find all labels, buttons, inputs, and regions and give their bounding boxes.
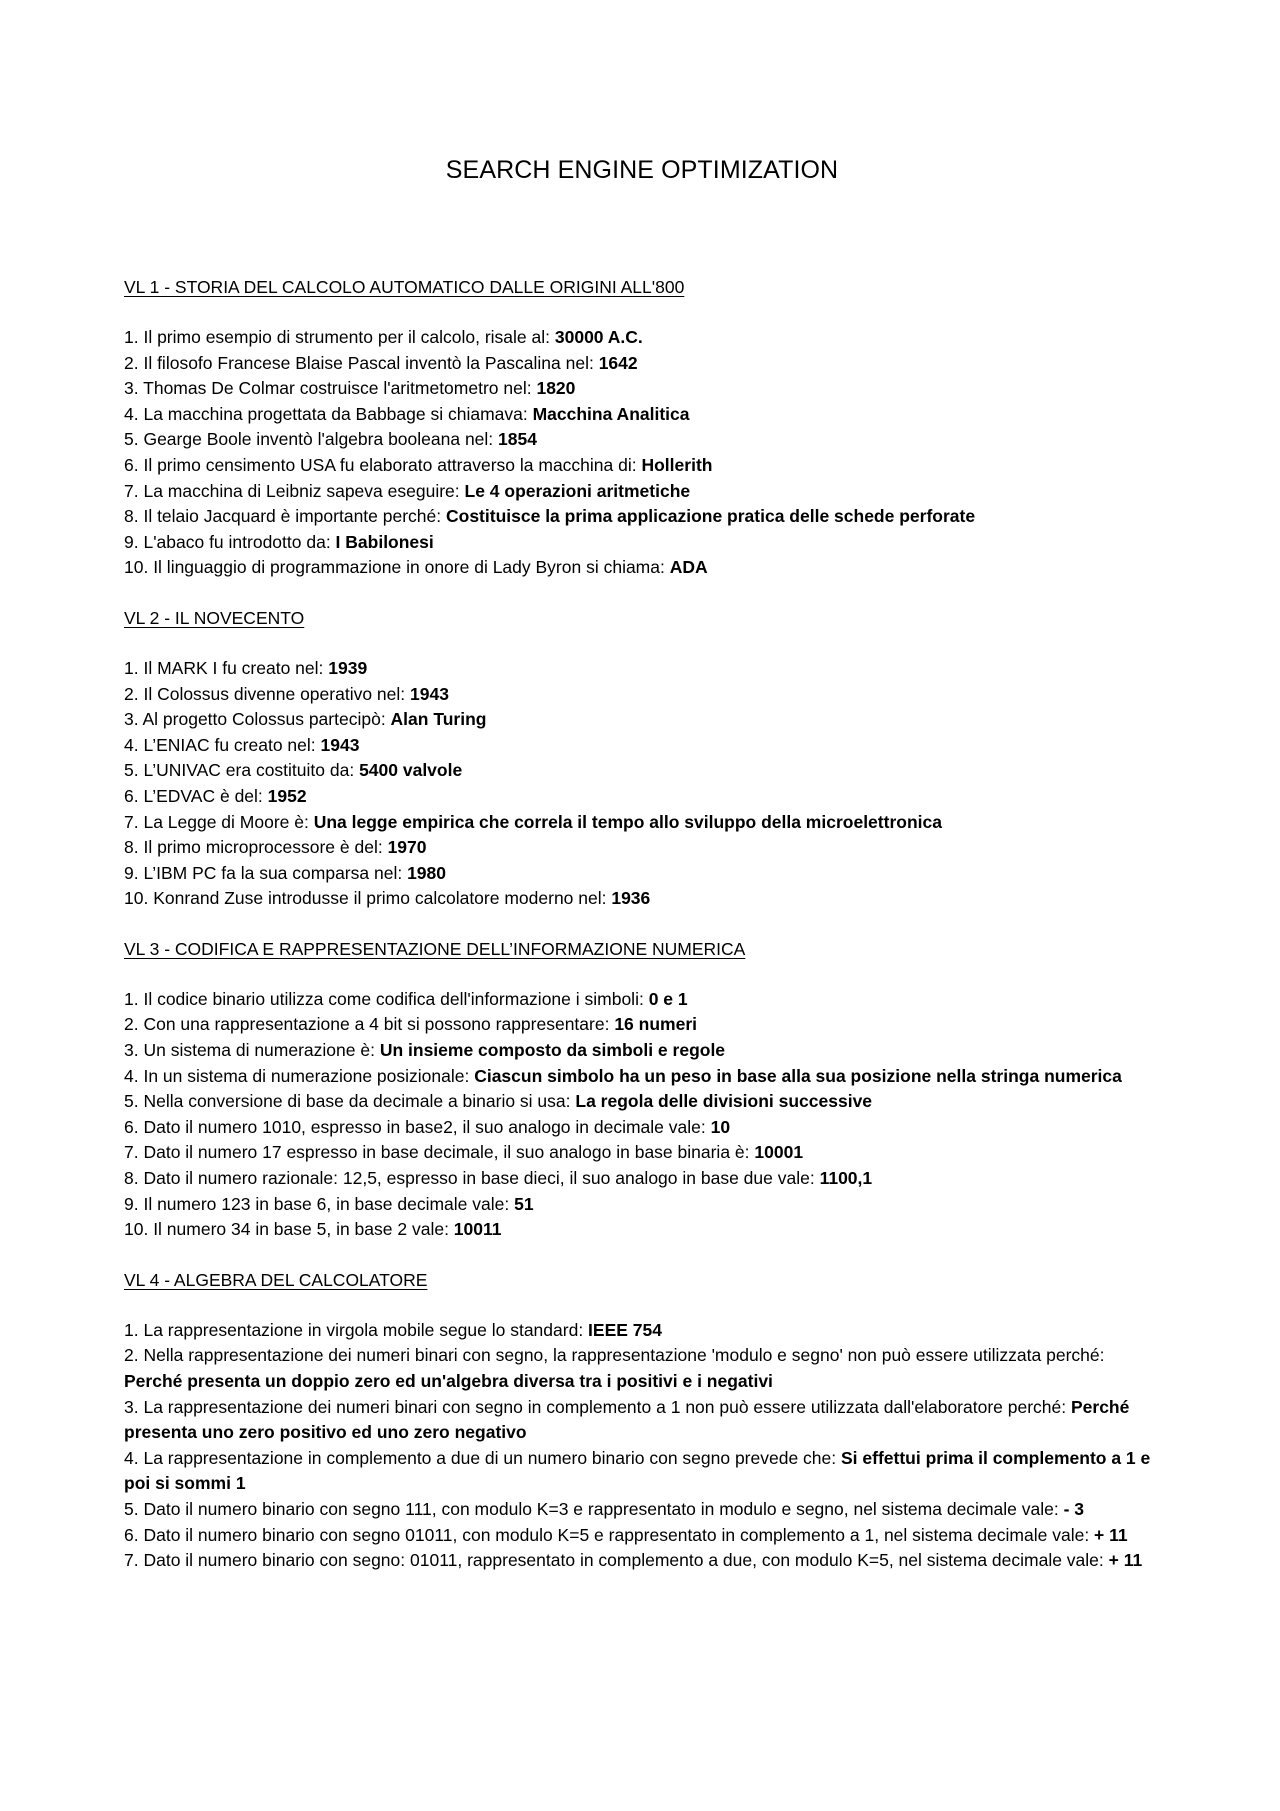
answer-text: 1943 — [410, 683, 449, 704]
answer-text: 1820 — [536, 378, 576, 399]
section-heading: VL 4 - ALGEBRA DEL CALCOLATORE — [124, 1269, 428, 1290]
question-text: 8. Il telaio Jacquard è importante perché: — [124, 506, 446, 527]
question-text: 6. L’EDVAC è del: — [124, 785, 268, 806]
answer-text: La regola delle divisioni successive — [575, 1091, 873, 1112]
answer-text: Una legge empirica che correla il tempo allo sviluppo della microelettronica — [313, 811, 942, 832]
answer-text: 10011 — [453, 1219, 502, 1240]
question-text: 4. La macchina progettata da Babbage si chiamava: — [124, 403, 533, 424]
question-item — [124, 682, 1160, 708]
question-item — [124, 656, 1160, 682]
question-item — [124, 707, 1160, 733]
question-text: 4. In un sistema di numerazione posizionale: — [124, 1065, 475, 1086]
answer-text: Perché presenta uno zero positivo ed uno zero negativo — [124, 1396, 1130, 1443]
answer-text: 1936 — [611, 888, 651, 909]
question-item — [124, 504, 1160, 530]
question-item — [124, 1192, 1160, 1218]
question-item — [124, 351, 1160, 377]
answer-text: Costituisce la prima applicazione pratica delle schede perforate — [446, 506, 976, 527]
question-text: 3. Un sistema di numerazione è: — [124, 1040, 380, 1061]
question-text: 5. L’UNIVAC era costituito da: — [124, 760, 360, 781]
question-text: 2. Il Colossus divenne operativo nel: — [124, 683, 410, 704]
section-heading: VL 1 - STORIA DEL CALCOLO AUTOMATICO DALLE ORIGINI ALL'800 — [124, 277, 685, 297]
question-text: 6. Il primo censimento USA fu elaborato attraverso la macchina di: — [124, 454, 642, 475]
question-text: 1. Il MARK I fu creato nel: — [124, 657, 329, 678]
answer-text: 1854 — [498, 429, 537, 450]
answer-text: + 11 — [1108, 1550, 1143, 1571]
question-text: 2. Il filosofo Francese Blaise Pascal inventò la Pascalina nel: — [124, 352, 599, 373]
question-item — [124, 453, 1160, 479]
question-item — [124, 1089, 1160, 1115]
question-list — [124, 325, 1160, 581]
answer-text: - 3 — [1063, 1498, 1085, 1519]
answer-text: 1970 — [387, 837, 427, 858]
question-text: 2. Con una rappresentazione a 4 bit si possono rappresentare: — [124, 1014, 615, 1035]
section-3 — [124, 936, 1160, 1243]
answer-text: 10 — [710, 1116, 731, 1137]
question-text: 7. Dato il numero 17 espresso in base decimale, il suo analogo in base binaria è: — [124, 1142, 755, 1163]
question-text: 5. Nella conversione di base da decimale a binario si usa: — [124, 1091, 576, 1112]
question-text: 1. Il codice binario utilizza come codifica dell'informazione i simboli: — [124, 988, 649, 1009]
answer-text: I Babilonesi — [335, 531, 434, 552]
answer-text: Si effettui prima il complemento a 1 e poi si sommi 1 — [124, 1447, 1151, 1494]
question-item — [124, 1217, 1160, 1243]
section-1 — [124, 274, 1160, 581]
answer-text: Hollerith — [641, 454, 713, 475]
question-item — [124, 1038, 1160, 1064]
answer-text: IEEE 754 — [588, 1319, 662, 1340]
answer-text: 10001 — [754, 1142, 804, 1163]
question-item — [124, 1343, 1160, 1394]
answer-text: 16 numeri — [614, 1014, 698, 1035]
question-list — [124, 1318, 1160, 1574]
question-item — [124, 402, 1160, 428]
section-4 — [124, 1267, 1160, 1574]
question-item — [124, 733, 1160, 759]
question-text: 9. Il numero 123 in base 6, in base decimale vale: — [124, 1193, 515, 1214]
question-item — [124, 1497, 1160, 1523]
document-title: SEARCH ENGINE OPTIMIZATION — [445, 156, 839, 184]
answer-text: Ciascun simbolo ha un peso in base alla sua posizione nella stringa numerica — [474, 1065, 1122, 1086]
answer-text: 1642 — [598, 352, 638, 373]
question-item — [124, 1548, 1160, 1574]
question-item — [124, 861, 1160, 887]
answer-text: Un insieme composto da simboli e regole — [379, 1040, 726, 1061]
question-text: 3. La rappresentazione dei numeri binari con segno in complemento a 1 non può essere utilizzata dall'elaboratore perché: — [124, 1396, 1071, 1417]
answer-text: 1952 — [267, 785, 307, 806]
question-item — [124, 1395, 1160, 1446]
question-text: 10. Il numero 34 in base 5, in base 2 vale: — [124, 1219, 454, 1240]
section-heading: VL 3 - CODIFICA E RAPPRESENTAZIONE DELL’INFORMAZIONE NUMERICA — [124, 938, 746, 959]
answer-text: 1939 — [328, 657, 368, 678]
answer-text: 0 e 1 — [648, 988, 688, 1009]
question-text: 6. Dato il numero binario con segno 01011, con modulo K=5 e rappresentato in complemento a 1, nel sistema decimale vale: — [124, 1524, 1095, 1545]
question-item — [124, 1064, 1160, 1090]
question-text: 5. Gearge Boole inventò l'algebra booleana nel: — [124, 429, 499, 450]
question-item — [124, 886, 1160, 912]
question-list — [124, 987, 1160, 1243]
question-text: 5. Dato il numero binario con segno 111, con modulo K=3 e rappresentato in modulo e segno, nel sistema decimale vale: — [124, 1498, 1064, 1519]
answer-text: 30000 A.C. — [554, 327, 643, 347]
answer-text: 1100,1 — [819, 1168, 873, 1189]
question-text: 7. La macchina di Leibniz sapeva eseguire: — [124, 480, 465, 501]
question-text: 10. Konrand Zuse introdusse il primo calcolatore moderno nel: — [124, 888, 612, 909]
question-text: 3. Thomas De Colmar costruisce l'aritmetometro nel: — [124, 378, 537, 399]
question-text: 1. Il primo esempio di strumento per il calcolo, risale al: — [124, 327, 555, 347]
answer-text: + 11 — [1094, 1524, 1128, 1545]
section-2 — [124, 605, 1160, 912]
question-item — [124, 1523, 1160, 1549]
question-item — [124, 1012, 1160, 1038]
question-item — [124, 1446, 1160, 1497]
answer-text: 51 — [514, 1193, 534, 1214]
question-item — [124, 810, 1160, 836]
question-text: 2. Nella rappresentazione dei numeri binari con segno, la rappresentazione 'modulo e segno' non può essere utilizzata perché: — [124, 1345, 1105, 1366]
sections-container — [124, 274, 1160, 1574]
answer-text: Alan Turing — [390, 709, 487, 730]
answer-text: Macchina Analitica — [532, 403, 690, 424]
question-item — [124, 784, 1160, 810]
question-item — [124, 758, 1160, 784]
question-item — [124, 555, 1160, 581]
question-item — [124, 479, 1160, 505]
question-item — [124, 1140, 1160, 1166]
answer-text: 5400 valvole — [359, 760, 463, 781]
question-text: 8. Il primo microprocessore è del: — [124, 837, 388, 858]
question-item — [124, 325, 1160, 351]
question-item — [124, 376, 1160, 402]
question-text: 6. Dato il numero 1010, espresso in base2, il suo analogo in decimale vale: — [124, 1116, 711, 1137]
answer-text: ADA — [669, 557, 708, 578]
question-text: 8. Dato il numero razionale: 12,5, espresso in base dieci, il suo analogo in base due vale: — [124, 1168, 820, 1189]
question-item — [124, 987, 1160, 1013]
question-item — [124, 1166, 1160, 1192]
question-text: 4. L’ENIAC fu creato nel: — [124, 734, 321, 755]
question-item — [124, 1115, 1160, 1141]
question-text: 10. Il linguaggio di programmazione in onore di Lady Byron si chiama: — [124, 557, 670, 578]
question-text: 3. Al progetto Colossus partecipò: — [124, 709, 391, 730]
question-text: 1. La rappresentazione in virgola mobile segue lo standard: — [124, 1319, 589, 1340]
question-item — [124, 1318, 1160, 1344]
answer-text: Le 4 operazioni aritmetiche — [464, 480, 691, 501]
question-text: 7. La Legge di Moore è: — [124, 811, 314, 832]
question-text: 4. La rappresentazione in complemento a due di un numero binario con segno prevede che: — [124, 1447, 841, 1468]
question-list — [124, 656, 1160, 912]
section-heading: VL 2 - IL NOVECENTO — [124, 607, 305, 628]
answer-text: 1980 — [407, 862, 446, 883]
answer-text: 1943 — [320, 734, 360, 755]
question-item — [124, 530, 1160, 556]
question-text: 7. Dato il numero binario con segno: 01011, rappresentato in complemento a due, con modulo K=5, nel sistema decimale vale: — [124, 1550, 1109, 1571]
question-text: 9. L’IBM PC fa la sua comparsa nel: — [124, 862, 408, 883]
question-item — [124, 427, 1160, 453]
answer-text: Perché presenta un doppio zero ed un'algebra diversa tra i positivi e i negativi — [124, 1371, 773, 1391]
question-text: 9. L'abaco fu introdotto da: — [124, 531, 336, 552]
question-item — [124, 835, 1160, 861]
